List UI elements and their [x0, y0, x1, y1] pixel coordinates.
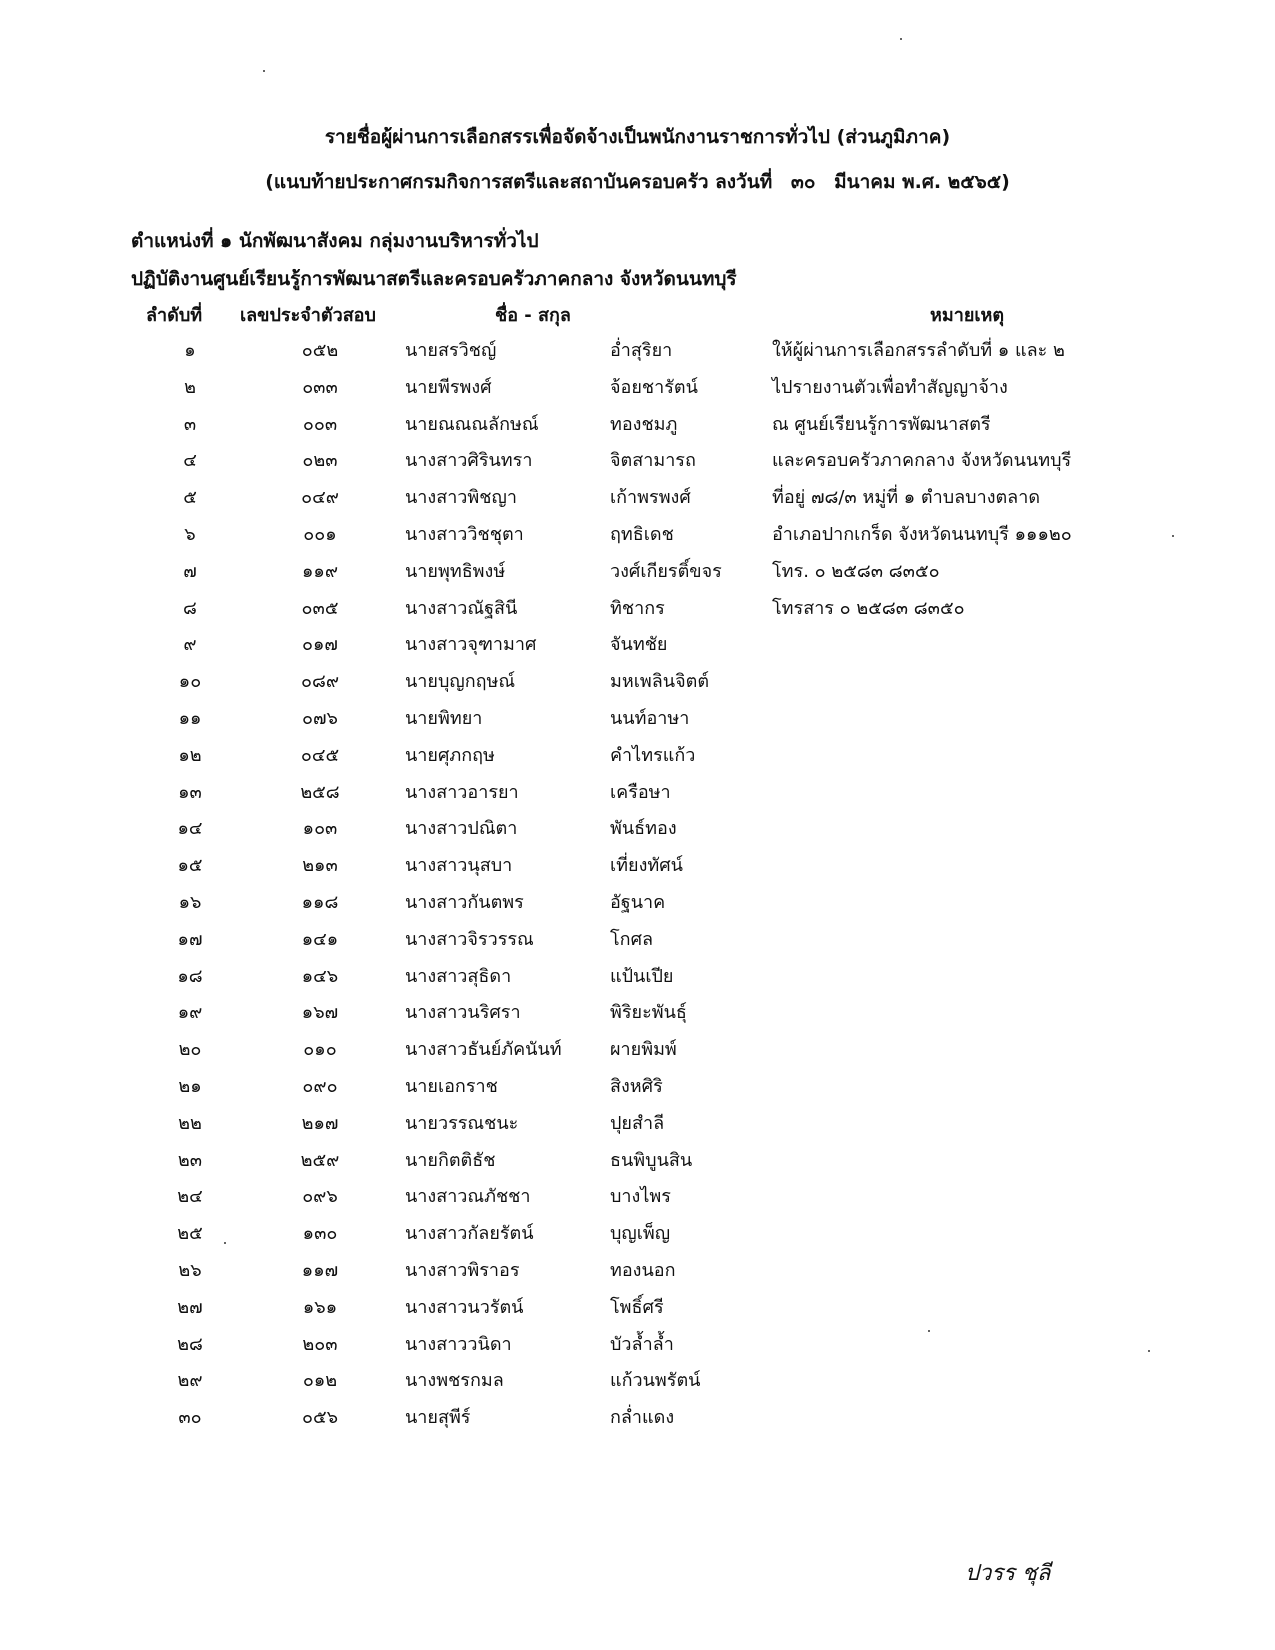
exam-id-cell: ๑๑๗ [301, 1259, 339, 1281]
exam-id-cell: ๐๑๒ [302, 1370, 338, 1392]
last-name-cell: บุญเพ็ญ [610, 1223, 671, 1245]
last-name-cell: อัฐนาค [610, 891, 666, 913]
table-row [0, 1402, 1275, 1439]
exam-id-cell: ๒๐๓ [302, 1333, 338, 1355]
last-name-cell: ผายพิมพ์ [610, 1039, 677, 1061]
table-row [0, 666, 1275, 703]
table-row [0, 1034, 1275, 1071]
document-subtitle [0, 167, 1275, 197]
order-cell: ๓ [183, 413, 197, 435]
last-name-cell: กล่ำแดง [610, 1407, 675, 1429]
first-name-cell: นางสาวนวรัตน์ [405, 1296, 524, 1318]
table-row [0, 1181, 1275, 1218]
table-row [0, 482, 1275, 519]
first-name-cell: นางสาวจิรวรรณ [405, 928, 534, 950]
remark-line: ณ ศูนย์เรียนรู้การพัฒนาสตรี [772, 413, 991, 435]
subtitle-prefix: (แนบท้ายประกาศกรมกิจการสตรีและสถาบันครอบครัว ลงวันที่ [265, 171, 773, 193]
order-cell: ๒๔ [177, 1186, 203, 1208]
last-name-cell: บัวล้ำล้ำ [610, 1333, 674, 1355]
first-name-cell: นางสาวปณิตา [405, 818, 518, 840]
subtitle-suffix: มีนาคม พ.ศ. ๒๕๖๕) [834, 171, 1010, 193]
table-row [0, 777, 1275, 814]
workplace-line: ปฏิบัติงานศูนย์เรียนรู้การพัฒนาสตรีและครอบครัวภาคกลาง จังหวัดนนทบุรี [131, 268, 737, 290]
last-name-cell: มหเพลินจิตต์ [610, 671, 710, 693]
scan-speck [1172, 535, 1174, 537]
order-cell: ๗ [183, 560, 197, 582]
last-name-cell: วงศ์เกียรติ์ขจร [610, 560, 722, 582]
exam-id-cell: ๑๓๐ [302, 1223, 338, 1245]
exam-id-cell: ๐๐๑ [303, 523, 337, 545]
order-cell: ๒๗ [177, 1296, 203, 1318]
scan-speck [900, 38, 902, 40]
exam-id-cell: ๒๕๙ [300, 1149, 340, 1171]
order-cell: ๑๕ [177, 855, 203, 877]
scan-speck [928, 1330, 930, 1332]
table-row [0, 740, 1275, 777]
remark-line: อำเภอปากเกร็ด จังหวัดนนทบุรี ๑๑๑๒๐ [772, 523, 1072, 545]
order-cell: ๕ [183, 487, 197, 509]
header-name: ชื่อ - สกุล [495, 305, 571, 326]
last-name-cell: จันทชัย [610, 634, 668, 656]
exam-id-cell: ๑๔๑ [301, 928, 339, 950]
exam-id-cell: ๐๘๙ [300, 671, 340, 693]
table-row [0, 1365, 1275, 1402]
remark-line: และครอบครัวภาคกลาง จังหวัดนนทบุรี [772, 450, 1072, 472]
exam-id-cell: ๐๓๕ [301, 597, 339, 619]
last-name-cell: เครือษา [610, 781, 671, 803]
signature: ปวรร ชุลี [965, 1561, 1051, 1586]
scan-speck [1148, 1350, 1150, 1352]
first-name-cell: นางสาวนริศรา [405, 1002, 521, 1024]
exam-id-cell: ๐๙๖ [302, 1186, 338, 1208]
exam-id-cell: ๐๕๖ [301, 1407, 339, 1429]
exam-id-cell: ๐๔๕ [300, 744, 340, 766]
remark-line: โทร. ๐ ๒๕๘๓ ๘๓๕๐ [772, 560, 940, 582]
order-cell: ๑๗ [177, 928, 203, 950]
remark-line: ที่อยู่ ๗๘/๓ หมู่ที่ ๑ ตำบลบางตลาด [772, 487, 1041, 509]
order-cell: ๑๘ [177, 965, 203, 987]
last-name-cell: สิงหศิริ [610, 1075, 663, 1097]
first-name-cell: นางสาววนิดา [405, 1333, 512, 1355]
order-cell: ๒๑ [178, 1075, 202, 1097]
first-name-cell: นางสาวนุสบา [405, 855, 513, 877]
order-cell: ๒ [184, 376, 196, 398]
last-name-cell: เก้าพรพงศ์ [610, 487, 691, 509]
remark-line: ไปรายงานตัวเพื่อทำสัญญาจ้าง [772, 376, 1008, 398]
exam-id-cell: ๐๒๓ [302, 450, 338, 472]
document-title: รายชื่อผู้ผ่านการเลือกสรรเพื่อจัดจ้างเป็นพนักงานราชการทั่วไป (ส่วนภูมิภาค) [324, 126, 951, 148]
last-name-cell: ทองชมภู [610, 413, 678, 435]
header-remark: หมายเหตุ [930, 305, 1005, 326]
order-cell: ๓๐ [178, 1407, 202, 1429]
table-row [0, 813, 1275, 850]
first-name-cell: นายสรวิชญ์ [405, 340, 497, 361]
last-name-cell: เที่ยงทัศน์ [610, 855, 683, 877]
last-name-cell: โกศล [610, 928, 654, 950]
exam-id-cell: ๐๑๗ [302, 634, 338, 656]
first-name-cell: นางพชรกมล [405, 1370, 504, 1392]
order-cell: ๑๖ [178, 891, 202, 913]
first-name-cell: นางสาวธันย์ภัคนันท์ [405, 1039, 562, 1061]
table-row [0, 1145, 1275, 1182]
table-row [0, 850, 1275, 887]
exam-id-cell: ๐๙๐ [302, 1075, 338, 1097]
exam-id-cell: ๑๑๙ [301, 560, 339, 582]
first-name-cell: นายพิทยา [405, 707, 483, 729]
header-order: ลำดับที่ [146, 305, 203, 326]
first-name-cell: นายพุทธิพงษ์ [405, 560, 506, 582]
table-row [0, 629, 1275, 666]
last-name-cell: โพธิ์ศรี [610, 1296, 664, 1318]
first-name-cell: นางสาวพิชญา [405, 487, 517, 509]
last-name-cell: ธนพิบูนสิน [610, 1149, 693, 1171]
last-name-cell: อ่ำสุริยา [610, 340, 673, 361]
table-row [0, 445, 1275, 482]
last-name-cell: ฤทธิเดช [610, 523, 674, 545]
last-name-cell: พิริยะพันธุ์ [610, 1002, 687, 1024]
order-cell: ๒๘ [177, 1333, 203, 1355]
first-name-cell: นายกิตติธัช [405, 1149, 496, 1171]
remark-line: โทรสาร ๐ ๒๕๘๓ ๘๓๕๐ [772, 597, 965, 619]
order-cell: ๖ [184, 523, 196, 545]
order-cell: ๙ [183, 634, 197, 656]
order-cell: ๑๑ [178, 707, 202, 729]
first-name-cell: นางสาวสุธิดา [405, 965, 512, 987]
last-name-cell: พันธ์ทอง [610, 818, 677, 840]
table-row [0, 409, 1275, 446]
last-name-cell: แป้นเปีย [610, 965, 674, 987]
table-row [0, 703, 1275, 740]
first-name-cell: นางสาวณัฐสินี [405, 597, 518, 619]
table-row [0, 924, 1275, 961]
last-name-cell: จ้อยชารัตน์ [610, 376, 698, 398]
table-row [0, 372, 1275, 409]
exam-id-cell: ๐๓๓ [302, 376, 338, 398]
last-name-cell: ปุยสำลี [610, 1112, 665, 1134]
candidate-list [0, 335, 1275, 1439]
last-name-cell: จิตสามารถ [610, 450, 696, 472]
order-cell: ๒๙ [177, 1370, 203, 1392]
first-name-cell: นางสาวกันตพร [405, 891, 524, 913]
order-cell: ๑๔ [177, 818, 203, 840]
exam-id-cell: ๐๗๖ [302, 707, 338, 729]
table-row [0, 887, 1275, 924]
first-name-cell: นางสาวจุฑามาศ [405, 634, 537, 656]
table-row [0, 997, 1275, 1034]
remark-line: ให้ผู้ผ่านการเลือกสรรลำดับที่ ๑ และ ๒ [772, 340, 1065, 361]
first-name-cell: นางสาวพิราอร [405, 1259, 520, 1281]
remark-block [772, 335, 1072, 629]
table-row [0, 593, 1275, 630]
exam-id-cell: ๑๑๘ [301, 891, 339, 913]
table-row [0, 1108, 1275, 1145]
order-cell: ๑๒ [178, 744, 202, 766]
order-cell: ๑๐ [178, 671, 202, 693]
table-row [0, 1292, 1275, 1329]
order-cell: ๑๓ [178, 781, 202, 803]
header-exam-id: เลขประจำตัวสอบ [240, 305, 376, 326]
table-row [0, 519, 1275, 556]
exam-id-cell: ๐๑๐ [303, 1039, 337, 1061]
order-cell: ๒๐ [178, 1039, 202, 1061]
first-name-cell: นายสุพีร์ [405, 1407, 471, 1429]
table-row [0, 556, 1275, 593]
first-name-cell: นายเอกราช [405, 1075, 498, 1097]
first-name-cell: นางสาวอารยา [405, 781, 519, 803]
order-cell: ๔ [183, 450, 197, 472]
order-cell: ๘ [183, 597, 197, 619]
order-cell: ๒๕ [177, 1223, 203, 1245]
table-row [0, 1218, 1275, 1255]
exam-id-cell: ๑๖๗ [301, 1002, 339, 1024]
order-cell: ๑๙ [177, 1002, 203, 1024]
exam-id-cell: ๑๐๓ [302, 818, 338, 840]
last-name-cell: นนท์อาษา [610, 707, 690, 729]
subtitle-day: ๓๐ [790, 171, 816, 193]
first-name-cell: นางสาวศิรินทรา [405, 450, 533, 472]
first-name-cell: นายวรรณชนะ [405, 1112, 519, 1134]
table-row [0, 1071, 1275, 1108]
first-name-cell: นายณณณลักษณ์ [405, 413, 539, 435]
exam-id-cell: ๒๕๘ [300, 781, 340, 803]
first-name-cell: นายบุญกฤษณ์ [405, 671, 516, 693]
table-row [0, 335, 1275, 372]
first-name-cell: นายพีรพงศ์ [405, 376, 492, 398]
exam-id-cell: ๑๔๖ [301, 965, 339, 987]
scan-speck [224, 1242, 226, 1244]
scan-speck [263, 70, 265, 72]
last-name-cell: ทิชากร [610, 597, 665, 619]
last-name-cell: ทองนอก [610, 1259, 676, 1281]
table-row [0, 1329, 1275, 1366]
last-name-cell: บางไพร [610, 1186, 671, 1208]
exam-id-cell: ๒๑๓ [302, 855, 338, 877]
order-cell: ๒๓ [177, 1149, 203, 1171]
order-cell: ๒๖ [178, 1259, 202, 1281]
exam-id-cell: ๐๕๒ [301, 340, 339, 361]
table-row [0, 961, 1275, 998]
first-name-cell: นางสาวณภัชชา [405, 1186, 531, 1208]
position-line: ตำแหน่งที่ ๑ นักพัฒนาสังคม กลุ่มงานบริหารทั่วไป [131, 230, 539, 252]
first-name-cell: นางสาวกัลยรัตน์ [405, 1223, 534, 1245]
exam-id-cell: ๒๑๗ [301, 1112, 339, 1134]
last-name-cell: แก้วนพรัตน์ [610, 1370, 701, 1392]
order-cell: ๒๒ [178, 1112, 202, 1134]
exam-id-cell: ๑๖๑ [302, 1296, 338, 1318]
last-name-cell: คำไทรแก้ว [610, 744, 696, 766]
first-name-cell: นายศุภกฤษ [405, 744, 495, 766]
exam-id-cell: ๐๐๓ [302, 413, 338, 435]
first-name-cell: นางสาววิชชุตา [405, 523, 524, 545]
order-cell: ๑ [184, 340, 196, 361]
exam-id-cell: ๐๔๙ [301, 487, 339, 509]
table-row [0, 1255, 1275, 1292]
